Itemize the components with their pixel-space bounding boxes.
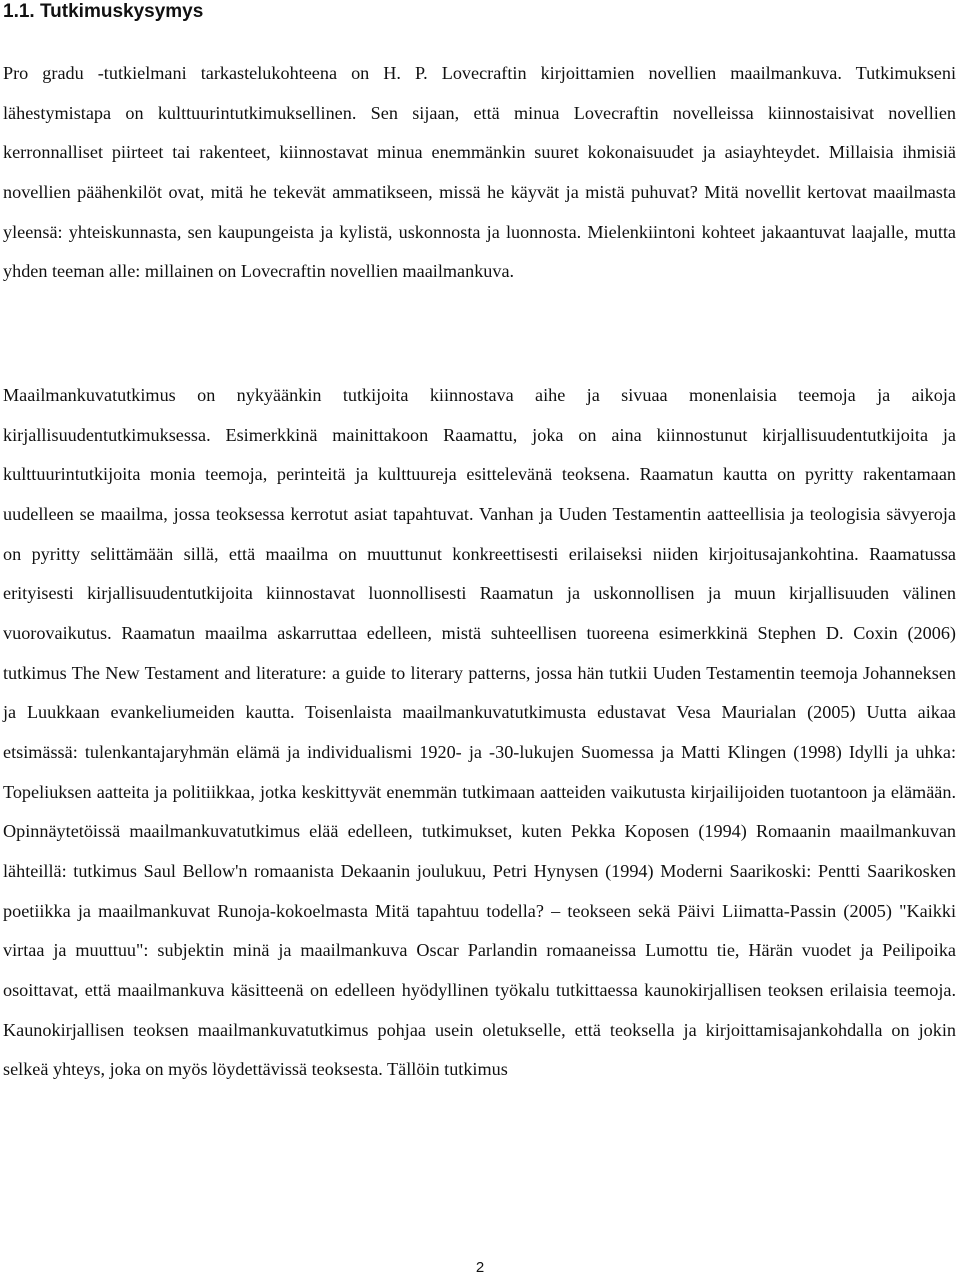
body-paragraph-2: Maailmankuvatutkimus on nykyäänkin tutkijoita kiinnostava aihe ja sivuaa monenlaisia teemoja ja aikoja kirjallisuudentutkimuksessa. Esimerkkinä mainittakoon Raamattu, joka on aina kiinnostunut kirjallisuudentutkijoita ja kulttuurintutkijoita monia teemoja, perinteitä ja kulttuureja esittelevänä teoksena. Raamatun kautta on pyritty rakentamaan uudelleen se maailma, jossa teoksessa kerrotut asiat tapahtuvat. Vanhan ja Uuden Testamentin aatteellisia ja teologisia sävyeroja on pyritty selittämään sillä, että maailma on muuttunut konkreettisesti erilaiseksi niiden kirjoitusajankohtina. Raamatussa erityisesti kirjallisuudentutkijoita kiinnostavat luonnollisesti Raamatun ja uskonnollisen ja muun kirjallisuuden välinen vuorovaikutus. Raamatun maailma askarruttaa edelleen, mistä suhteellisen tuoreena esimerkkinä Stephen D. Coxin (2006) tutkimus The New Testament and literature: a guide to literary patterns, jossa hän tutkii Uuden Testamentin teemoja Johanneksen ja Luukkaan evankeliumeiden kautta. Toisenlaista maailmankuvatutkimusta edustavat Vesa Maurialan (2005) Uutta aikaa etsimässä: tulenkantajaryhmän elämä ja individualismi 1920- ja -30-lukujen Suomessa ja Matti Klingen (1998) Idylli ja uhka: Topeliuksen aatteita ja politiikkaa, jotka keskittyvät enemmän tutkimaan aatteiden vaikutusta kirjailijoiden tuotantoon ja elämään. Opinnäytetöissä maailmankuvatutkimus elää edelleen, tutkimukset, kuten Pekka Koposen (1994) Romaanin maailmankuvan lähteillä: tutkimus Saul Bellow'n romaanista Dekaanin joulukuu, Petri Hynysen (1994) Moderni Saarikoski: Pentti Saarikosken poetiikka ja maailmankuvat Runoja-kokoelmasta Mitä tapahtuu todella? – teokseen sekä Päivi Liimatta-Passin (2005) "Kaikki virtaa ja muuttuu": subjektin minä ja maailmankuva Oscar Parlandin romaaneissa Lumottu tie, Härän vuodet ja Peilipoika osoittavat, että maailmankuva käsitteenä on edelleen hyödyllinen työkalu tutkittaessa kaunokirjallisen teoksen erilaisia teemoja. Kaunokirjallisen teoksen maailmankuvatutkimus pohjaa usein oletukselle, että teoksella ja kirjoittamisajankohdalla on jokin selkeä yhteys, joka on myös löydettävissä teoksesta. Tällöin tutkimus [3,385,956,1080]
page-number: 2 [475,1259,485,1276]
body-paragraph-1: Pro gradu -tutkielmani tarkastelukohteena on H. P. Lovecraftin kirjoittamien novellien maailmankuva. Tutkimukseni lähestymistapa on kulttuurintutkimuksellinen. Sen sijaan, että minua Lovecraftin novelleissa kiinnostaisivat novellien kerronnalliset piirteet tai rakenteet, kiinnostavat minua enemmänkin suuret kokonaisuudet ja asiayhteydet. Millaisia ihmisiä novellien päähenkilöt ovat, mitä he tekevät ammatikseen, missä he käyvät ja mistä puhuvat? Mitä novellit kertovat maailmasta yleensä: yhteiskunnasta, sen kaupungeista ja kylistä, uskonnosta ja luonnosta. Mielenkiintoni kohteet jakaantuvat laajalle, mutta yhden teeman alle: millainen on Lovecraftin novellien maailmankuva. [3,63,956,282]
section-heading: 1.1. Tutkimuskysymys [3,1,204,22]
